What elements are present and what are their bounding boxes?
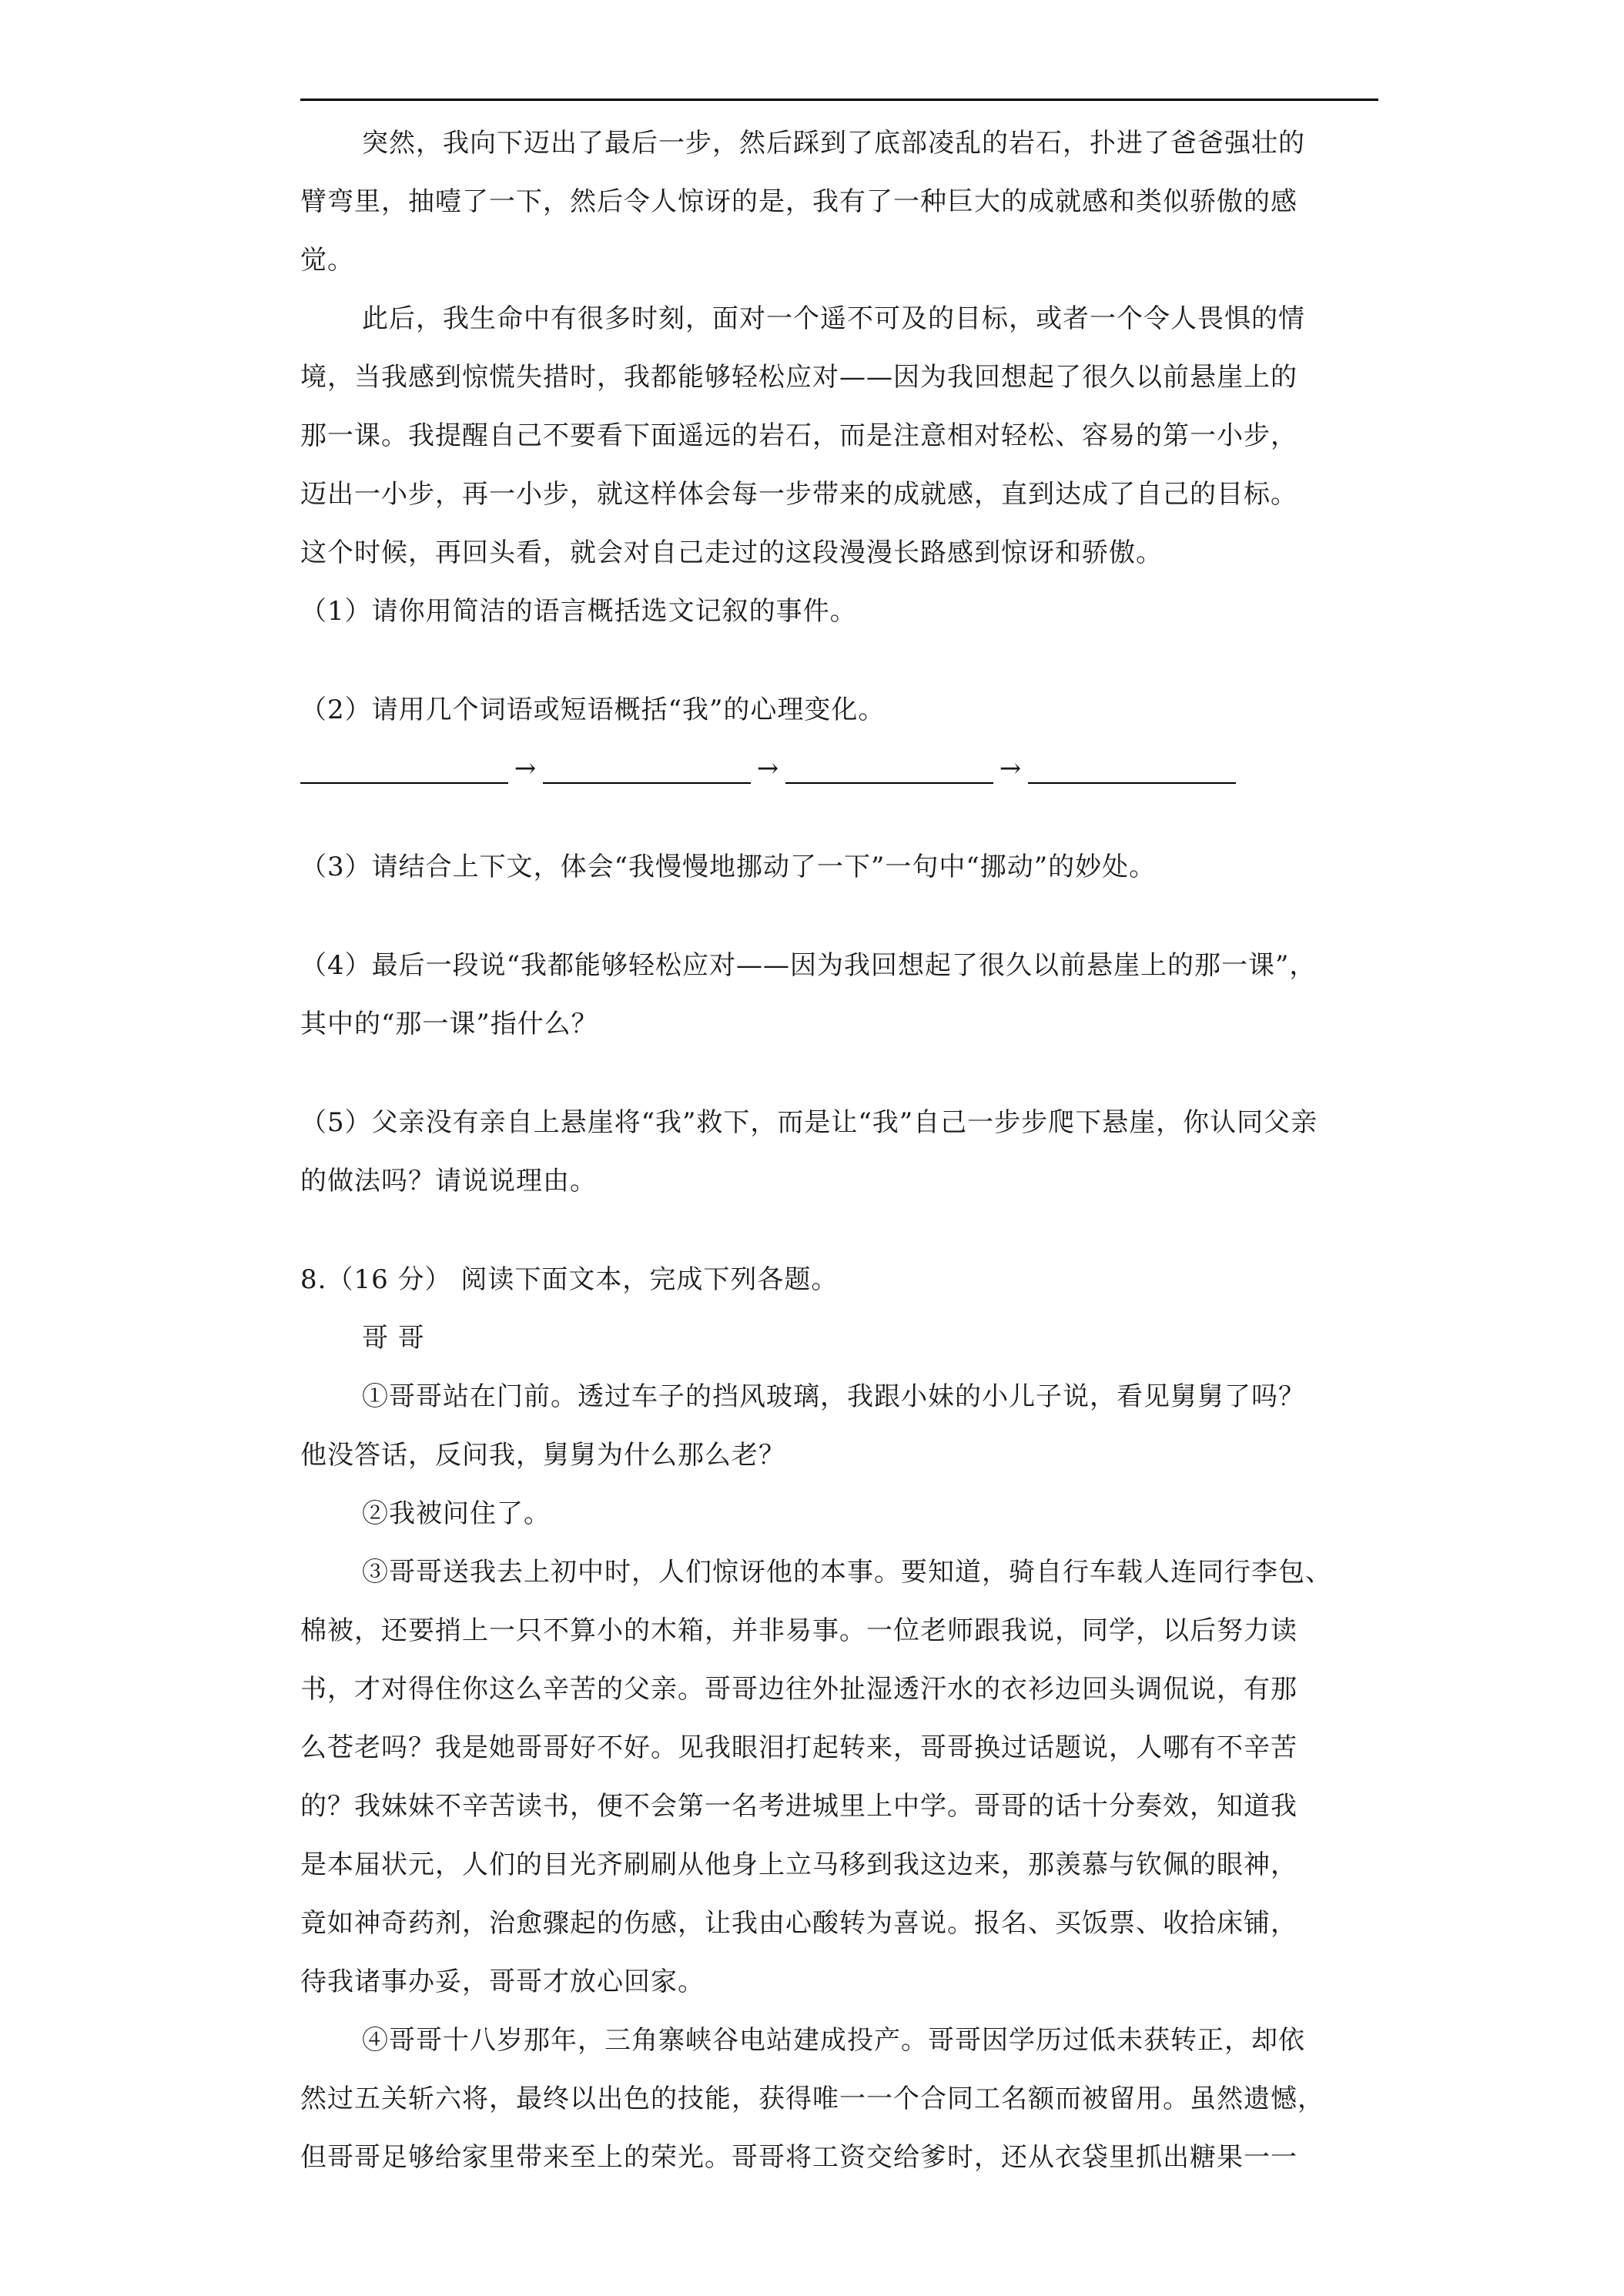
text-line: 其中的“那一课”指什么？ — [300, 1009, 598, 1039]
text-line: 突然，我向下迈出了最后一步，然后踩到了底部凌乱的岩石，扑进了爸爸强壮的 — [362, 128, 1305, 159]
story-title: 哥 哥 — [362, 1323, 425, 1354]
text-line: （5）父亲没有亲自上悬崖将“我”救下，而是让“我”自己一步步爬下悬崖，你认同父亲 — [300, 1107, 1318, 1138]
passage-paragraph-1 — [300, 114, 1394, 290]
text-line: 的？我妹妹不辛苦读书，便不会第一名考进城里上中学。哥哥的话十分奏效，知道我 — [300, 1791, 1298, 1822]
question-2: （2）请用几个词语或短语概括“我”的心理变化。 — [300, 694, 886, 725]
question-3: （3）请结合上下文，体会“我慢慢地挪动了一下”一句中“挪动”的妙处。 — [300, 852, 1157, 882]
question-1: （1）请你用简洁的语言概括选文记叙的事件。 — [300, 596, 857, 627]
answer-blank[interactable] — [543, 751, 751, 784]
text-line: 但哥哥足够给家里带来至上的荣光。哥哥将工资交给爹时，还从衣袋里抓出糖果一一 — [300, 2142, 1298, 2173]
text-line: 他没答话，反问我，舅舅为什么那么老？ — [300, 1440, 785, 1471]
answer-space — [300, 798, 1394, 838]
answer-blank[interactable] — [785, 751, 993, 784]
text-line: 臂弯里，抽噎了一下，然后令人惊讶的是，我有了一种巨大的成就感和类似骄傲的感 — [300, 186, 1298, 217]
text-line: ①哥哥站在门前。透过车子的挡风玻璃，我跟小妹的小儿子说，看见舅舅了吗？ — [362, 1381, 1305, 1412]
answer-blank[interactable] — [1028, 751, 1236, 784]
text-line: 待我诸事办妥，哥哥才放心回家。 — [300, 1966, 705, 1997]
story-paragraph-2: ②我被问住了。 — [362, 1498, 551, 1529]
question-5 — [300, 1093, 1394, 1210]
section-8-heading: 8.（16 分） 阅读下面文本，完成下列各题。 — [300, 1264, 839, 1295]
text-line: 那一课。我提醒自己不要看下面遥远的岩石，而是注意相对轻松、容易的第一小步， — [300, 420, 1298, 451]
text-line: 的做法吗？请说说理由。 — [300, 1166, 597, 1197]
text-line: 觉。 — [300, 245, 354, 276]
text-line: 然过五关斩六将，最终以出色的技能，获得唯一一个合同工名额而被留用。虽然遗憾， — [300, 2083, 1324, 2114]
story-paragraph-3 — [300, 1543, 1394, 2011]
text-line: ③哥哥送我去上初中时，人们惊讶他的本事。要知道，骑自行车载人连同行李包、 — [362, 1557, 1332, 1588]
text-line: （4）最后一段说“我都能够轻松应对——因为我回想起了很久以前悬崖上的那一课”， — [300, 950, 1317, 981]
answer-space — [300, 1053, 1394, 1093]
text-line: 迈出一小步，再一小步，就这样体会每一步带来的成就感，直到达成了自己的目标。 — [300, 479, 1298, 510]
question-4 — [300, 936, 1394, 1053]
answer-blanks-row — [300, 739, 1394, 798]
story-paragraph-4 — [300, 2011, 1394, 2187]
text-line: 么苍老吗？我是她哥哥好不好。见我眼泪打起转来，哥哥换过话题说，人哪有不辛苦 — [300, 1732, 1298, 1763]
answer-blank[interactable] — [300, 751, 508, 784]
arrow-icon: → — [514, 753, 537, 784]
text-line: 竟如神奇药剂，治愈骤起的伤感，让我由心酸转为喜说。报名、买饭票、收拾床铺， — [300, 1908, 1298, 1939]
answer-space — [300, 1210, 1394, 1250]
text-line: 此后，我生命中有很多时刻，面对一个遥不可及的目标，或者一个令人畏惧的情 — [362, 303, 1305, 334]
text-line: 境，当我感到惊慌失措时，我都能够轻松应对——因为我回想起了很久以前悬崖上的 — [300, 362, 1298, 393]
text-line: ④哥哥十八岁那年，三角寨峡谷电站建成投产。哥哥因学历过低未获转正，却依 — [362, 2025, 1305, 2056]
header-rule — [300, 99, 1378, 101]
arrow-icon: → — [756, 753, 780, 784]
arrow-icon: → — [999, 753, 1023, 784]
answer-space — [300, 641, 1394, 681]
text-line: 棉被，还要捎上一只不算小的木箱，并非易事。一位老师跟我说，同学，以后努力读 — [300, 1615, 1298, 1646]
story-paragraph-1 — [300, 1367, 1394, 1484]
text-line: 是本届状元，人们的目光齐刷刷从他身上立马移到我这边来，那羡慕与钦佩的眼神， — [300, 1849, 1298, 1880]
text-line: 这个时候，再回头看，就会对自己走过的这段漫漫长路感到惊讶和骄傲。 — [300, 537, 1163, 568]
answer-space — [300, 896, 1394, 936]
document-body — [300, 114, 1394, 2187]
passage-paragraph-2 — [300, 290, 1394, 582]
text-line: 书，才对得住你这么辛苦的父亲。哥哥边往外扯湿透汗水的衣衫边回头调侃说，有那 — [300, 1674, 1298, 1705]
